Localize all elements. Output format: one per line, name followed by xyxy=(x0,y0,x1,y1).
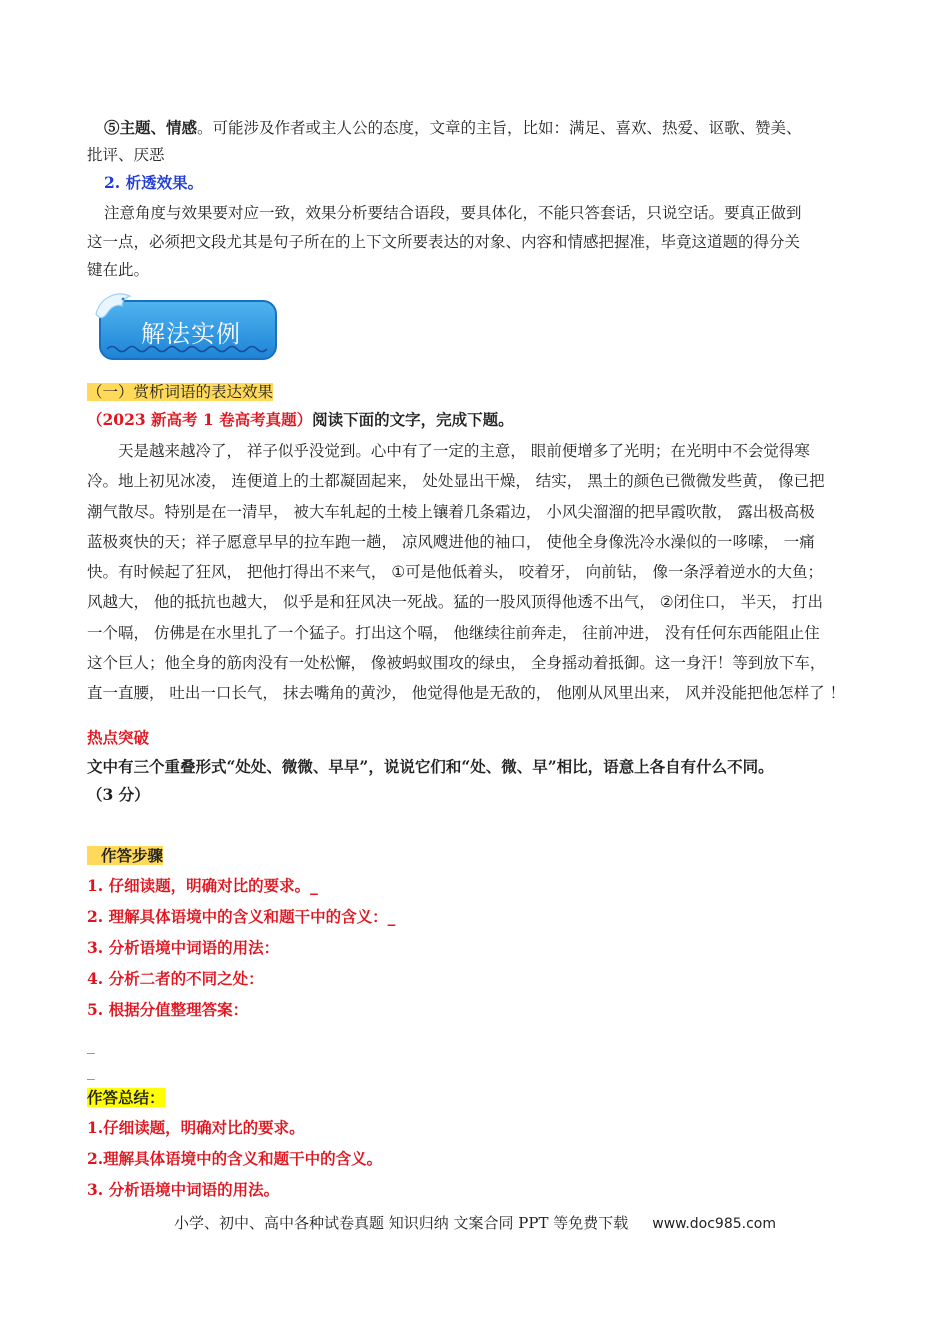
intro-para-line2: 这一点，必须把文段尤其是句子所在的上下文所要表达的对象、内容和情感把握准，毕竟这道题的得分关 xyxy=(87,233,801,251)
step-item: 1. 仔细读题，明确对比的要求。_ xyxy=(87,876,318,895)
page-footer xyxy=(0,1212,950,1233)
intro-item5 xyxy=(87,117,867,139)
step-item: 5. 根据分值整理答案： xyxy=(87,1000,249,1019)
step-item: 2. 理解具体语境中的含义和题干中的含义：_ xyxy=(87,907,396,926)
item5-label: ⑤主题、情感 xyxy=(104,118,198,137)
step-item: 3. 分析语境中词语的用法： xyxy=(87,938,280,957)
step-item: 4. 分析二者的不同之处： xyxy=(87,969,264,988)
footer-text: 小学、初中、高中各种试卷真题 知识归纳 文案合同 PPT 等免费下载 xyxy=(173,1214,629,1232)
intro-item5-cont: 批评、厌恶 xyxy=(87,146,165,164)
answer-blank: _ xyxy=(87,1062,95,1080)
passage-line: 风越大， 他的抵抗也越大， 似乎是和狂风决一死战。猛的一股风顶得他透不出气， ②闭住口， 半天， 打出 xyxy=(87,593,824,612)
exam-source: （2023 新高考 1 卷高考真题） xyxy=(87,410,313,429)
passage-line: 这个巨人；他全身的筋肉没有一处松懈， 像被蚂蚁围攻的绿虫， 全身摇动着抵御。这一身汗！等到放下车， xyxy=(87,654,826,673)
answer-blank: _ xyxy=(87,1036,95,1054)
steps-title-row xyxy=(87,845,867,867)
source-line xyxy=(87,409,867,431)
intro-para-line3: 键在此。 xyxy=(87,261,150,279)
footer-site-link[interactable]: www.doc985.com xyxy=(652,1216,776,1232)
passage-line: 一个嗝， 仿佛是在水里扎了一个猛子。打出这个嗝， 他继续往前奔走， 往前冲进， 没有任何东西能阻止住 xyxy=(87,623,820,642)
passage-line: 快。有时候起了狂风， 把他打得出不来气， ①可是他低着头， 咬着牙， 向前钻， 像一条浮着逆水的大鱼； xyxy=(87,563,824,582)
point2-heading: 2. 析透效果。 xyxy=(104,173,204,192)
wave-icon xyxy=(107,344,271,354)
summary-title: 作答总结： xyxy=(87,1088,165,1107)
passage-line: 天是越来越冷了， 祥子似乎没觉到。心中有了一定的主意， 眼前便增多了光明；在光明中不会觉得寒 xyxy=(87,442,810,460)
passage-line: 冷。地上初见冰凌， 连便道上的土都凝固起来， 处处显出干燥， 结实， 黑土的颜色已微微发些黄， 像已把 xyxy=(87,472,825,491)
summary-title-row xyxy=(87,1087,867,1109)
section-heading-text: （一）赏析词语的表达效果 xyxy=(87,383,274,401)
question-line1: 文中有三个重叠形式“处处、微微、早早”，说说它们和“处、微、早”相比，语意上各自有什么不同。 xyxy=(87,757,774,776)
summary-item: 1.仔细读题，明确对比的要求。 xyxy=(87,1118,305,1137)
intro-para-line1: 注意角度与效果要对应一致，效果分析要结合语段，要具体化，不能只答套话，只说空话。要真正做到 xyxy=(104,204,802,222)
passage-line: 直一直腰， 吐出一口长气， 抹去嘴角的黄沙， 他觉得他是无敌的， 他刚从风里出来， 风并没能把他怎样了 ！ xyxy=(87,684,846,703)
summary-item: 2.理解具体语境中的含义和题干中的含义。 xyxy=(87,1149,383,1168)
passage-line: 潮气散尽。特别是在一清早， 被大车轧起的土棱上镶着几条霜边， 小风尖溜溜的把早霞吹散， 露出极高极 xyxy=(87,502,815,521)
item5-text: 。可能涉及作者或主人公的态度，文章的主旨，比如：满足、喜欢、热爱、讴歌、赞美、 xyxy=(197,119,802,137)
reading-passage xyxy=(87,436,877,709)
summary-item: 3. 分析语境中词语的用法。 xyxy=(87,1180,280,1199)
hotspot-title: 热点突破 xyxy=(87,728,150,747)
dolphin-icon xyxy=(92,288,136,326)
instruction-text: 阅读下面的文字，完成下题。 xyxy=(312,410,514,429)
question-line2: （3 分） xyxy=(87,785,150,804)
passage-line: 蓝极爽快的天；祥子愿意早早的拉车跑一趟， 凉风飕进他的袖口， 使他全身像洗冷水澡似的一哆嗦， 一痛 xyxy=(87,532,815,551)
banner-title: 解法实例 xyxy=(141,320,241,348)
section-heading xyxy=(87,381,867,403)
steps-title: 作答步骤 xyxy=(87,846,163,865)
